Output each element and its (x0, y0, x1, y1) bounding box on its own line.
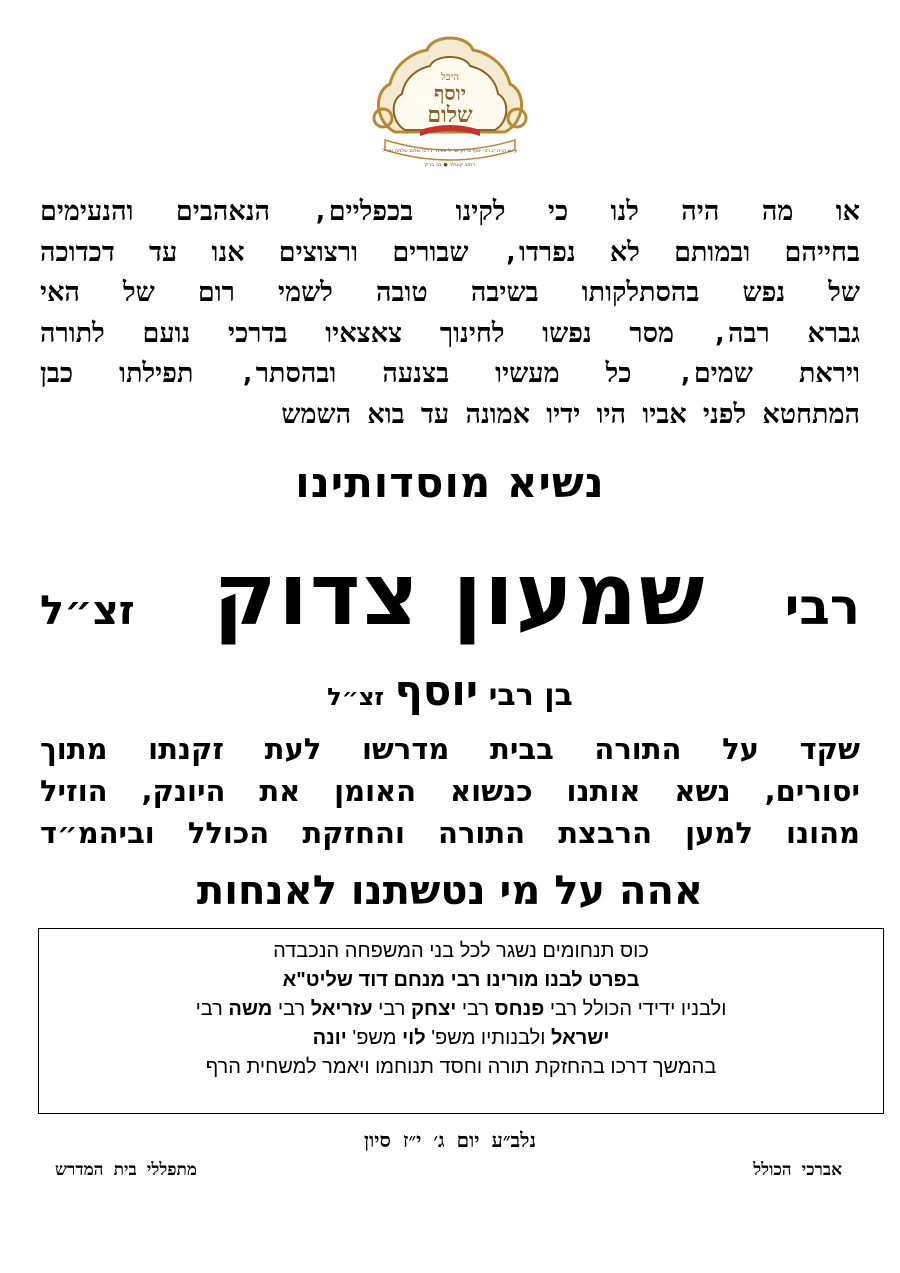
condolence-name: פנחס (494, 998, 545, 1020)
logo-emblem-icon (365, 22, 535, 172)
condolence-name: יצחק (410, 998, 457, 1020)
condolence-name: משה (228, 998, 273, 1020)
deceased-name-line (40, 545, 860, 645)
condolence-text: משפ' (352, 1027, 397, 1049)
condolence-box (38, 928, 884, 1114)
condolence-text: רבי (277, 998, 306, 1020)
praise-paragraph (40, 728, 860, 854)
intro-line: ויראת שמים, כל מעשיו בצנעה ובהסתר, תפילתו כבן (40, 358, 860, 389)
deceased-suffix: זצ״ל (40, 588, 135, 634)
signer-right: אברכי הכולל (753, 1160, 842, 1180)
intro-line: המתחטא לפני אביו היו ידיו אמונה עד בוא השמש (281, 398, 860, 430)
praise-line: שקד על התורה בבית מדרשו לעת זקנתו מתוך (40, 732, 860, 766)
condolence-son: בפרט לבנו מורינו רבי מנחם דוד שליט"א (282, 969, 640, 991)
condolence-text: רבי (195, 998, 223, 1020)
condolence-name: עזריאל (310, 998, 373, 1020)
logo-ribbon-text: ע״ש הרה״ג רבי יוסף צדוק זצ״ל והרה״ג רבי שלום שלמה זצ״ל (382, 148, 518, 154)
condolence-name: יונה (312, 1027, 347, 1049)
deceased-prefix: רבי (784, 578, 860, 636)
condolence-line-3 (49, 995, 873, 1024)
condolence-line-2 (49, 966, 873, 995)
father-name: יוסף (394, 666, 479, 715)
intro-line: או מה היה לנו כי לקינו בכפליים, הנאהבים והנעימים (40, 196, 860, 227)
condolence-text: ולבניו ידידי הכולל רבי (549, 998, 727, 1020)
intro-line: גברא רבה, מסר נפשו לחינוך צאצאיו בדרכי נועם לתורה (40, 317, 860, 349)
logo-base-text: רחוב קוטלר ● בני ברק (424, 162, 476, 168)
lament-line: אהה על מי נטשתנו לאנחות (196, 868, 704, 914)
father-line (0, 666, 900, 715)
condolence-line-5: בהמשך דרכו בהחזקת תורה וחסד תנוחמו ויאמר למשחית הרף (205, 1056, 717, 1078)
logo-text-3: שלום (427, 102, 473, 128)
condolence-text: רבי (378, 998, 406, 1020)
page-title: נשיא מוסדותינו (295, 458, 605, 507)
condolence-line-4 (49, 1024, 873, 1053)
condolence-text: רבי (461, 998, 490, 1020)
praise-line: מהונו למען הרבצת התורה והחזקת הכולל וביהמ״ד (40, 816, 860, 850)
condolence-name: לוי (402, 1027, 426, 1049)
date-of-passing: נלב״ע יום ג׳ י״ז סיון (364, 1128, 536, 1152)
intro-line: של נפש בהסתלקותו בשיבה טובה לשמי רום של האי (40, 277, 860, 308)
condolence-text: ולבנותיו משפ' (431, 1027, 546, 1049)
signer-left: מתפללי בית המדרש (55, 1160, 197, 1180)
father-suffix: זצ״ל (327, 683, 385, 711)
condolence-line-1: כוס תנחומים נשגר לכל בני המשפחה הנכבדה (273, 940, 649, 962)
logo-text-1: היכל (441, 72, 459, 83)
praise-line: יסורים, נשא אותנו כנשוא האומן את היונק, הוזיל (40, 774, 860, 808)
intro-line: בחייהם ובמותם לא נפרדו, שבורים ורצוצים אנו עד דכדוכה (40, 236, 860, 268)
intro-paragraph (40, 192, 860, 435)
father-prefix: בן רבי (488, 678, 573, 713)
institution-logo (365, 22, 535, 172)
logo-text-2: יוסף (433, 81, 467, 105)
deceased-name: שמעון צדוק (213, 545, 707, 645)
condolence-name: ישראל (551, 1027, 610, 1049)
